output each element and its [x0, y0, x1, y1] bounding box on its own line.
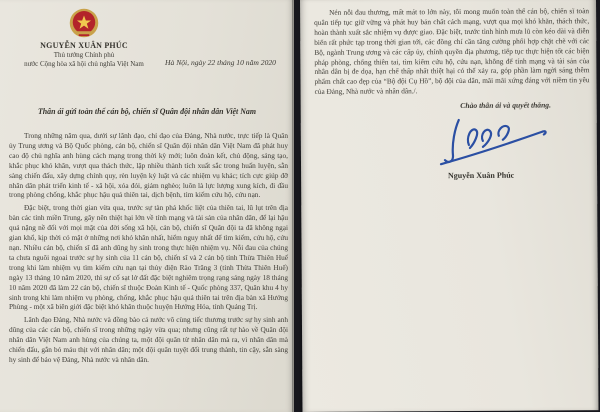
- letter-paragraph: Trong những năm qua, dưới sự lãnh đạo, chỉ đạo của Đảng, Nhà nước, trực tiếp là Quân ủy Trung ương và Bộ Quốc phòng, cán bộ, chiến sĩ Quân đội nhân dân Việt Nam đã phát huy cao độ chủ nghĩa anh hùng cách mạng trong thời kỳ mới; luôn đoàn kết, chủ động, sáng tạo, khắc phục khó khăn, vượt qua thách thức, lập nhiều thành tích xuất sắc trong huấn luyện, sẵn sàng chiến đấu, xây dựng chính quy, rèn luyện kỷ luật và các nhiệm vụ khác; tích cực giúp đỡ nhân dân phát triển kinh tế - xã hội, xóa đói, giảm nghèo; luôn là lực lượng xung kích, đi đầu trong phòng chống, khắc phục hậu quả thiên tai, dịch bệnh, tìm kiếm cứu hộ, cứu nạn.: [9, 131, 288, 200]
- letter-page-1: [0, 0, 294, 412]
- handwritten-signature-icon: [419, 112, 569, 169]
- letter-body-page-2: [314, 6, 590, 100]
- signatory-name: Nguyễn Xuân Phúc: [447, 170, 515, 181]
- closing-salutation: Chào thân ái và quyết thắng.: [460, 100, 552, 111]
- vietnam-national-emblem-icon: [69, 8, 99, 38]
- letter-paragraph: Lãnh đạo Đảng, Nhà nước và đồng bào cả nước vô cùng tiếc thương trước sự hy sinh anh dũng của các cán bộ, chiến sĩ trong những ngày vừa qua; nhưng cũng rất tự hào về Quân đội nhân dân Việt Nam anh hùng của chúng ta, một đội quân từ nhân dân mà ra, vì nhân dân mà chiến đấu, gắn bó máu thịt với nhân dân; một đội quân tuyệt đối trung thành, tin cậy, sẵn sàng hy sinh để bảo vệ Đảng, Nhà nước và nhân dân.: [9, 315, 288, 364]
- letter-body-page-1: [9, 131, 288, 368]
- sender-name: NGUYỄN XUÂN PHÚC: [40, 41, 128, 50]
- dateline: Hà Nội, ngày 22 tháng 10 năm 2020: [165, 58, 276, 67]
- sender-role: Thủ tướng Chính phủ: [53, 51, 115, 59]
- letter-paragraph: Đặc biệt, trong thời gian vừa qua, trước sự tàn phá khốc liệt của thiên tai, lũ lụt trên địa bàn các tỉnh miền Trung, gây nên thiệt hại lớn về tính mạng và tài sản của nhân dân, để lại hậu quả nặng nề đối với mọi mặt của đời sống xã hội, cán bộ, chiến sĩ Quân đội ta đã không ngại gian khổ, kịp thời có mặt ở những nơi khó khăn nhất, hiểm nguy nhất để tìm kiếm, cứu hộ, cứu nạn. Nhiều cán bộ, chiến sĩ đã anh dũng hy sinh trong thực hiện nhiệm vụ. Nỗi đau của chúng ta chưa nguôi ngoai trước sự hy sinh của 11 cán bộ, chiến sĩ và 2 cán bộ tỉnh Thừa Thiên Huế trong khi làm nhiệm vụ tìm kiếm cứu nạn tại thủy điện Rào Trăng 3 (tỉnh Thừa Thiên Huế) ngày 13 tháng 10 năm 2020, thì sự cố sạt lở đất đặc biệt nghiêm trọng rạng sáng ngày 18 tháng 10 năm 2020 đã làm 22 cán bộ, chiến sĩ thuộc Đoàn Kinh tế - Quốc phòng 337, Quân khu 4 hy sinh trong khi làm nhiệm vụ phòng, chống, khắc phục hậu quả thiên tai trên địa bàn xã Hướng Phùng - một xã biên giới đặc biệt khó khăn thuộc huyện Hướng Hóa, tỉnh Quảng Trị.: [9, 203, 288, 312]
- sender-country: nước Cộng hòa xã hội chủ nghĩa Việt Nam: [24, 59, 144, 68]
- letter-title: Thân ái gửi toàn thể cán bộ, chiến sĩ Quân đội nhân dân Việt Nam: [37, 107, 257, 116]
- letter-paragraph: Nén nỗi đau thương, mất mát to lớn này, tôi mong muốn toàn thể cán bộ, chiến sĩ toàn quân tiếp tục giữ vững và phát huy bản chất cách mạng, vượt qua mọi khó khăn, thách thức, hoàn thành xuất sắc nhiệm vụ được giao. Đặc biệt, trước tình hình mưa lũ còn kéo dài và diễn biến rất phức tạp trong thời gian tới, các đồng chí cần tăng cường phối hợp chặt chẽ với các Bộ, ngành Trung ương và các cấp ủy, chính quyền địa phương, tiếp tục thực hiện tốt các biện pháp phòng, chống thiên tai, tìm kiếm cứu hộ, cứu nạn, không để tính mạng và tài sản của nhân dân bị đe dọa, hạn chế thấp nhất thiệt hại có thể xảy ra, góp phần làm ngời sáng thêm phẩm chất cao đẹp của “Bộ đội Cụ Hồ”, bộ đội của dân, mãi mãi xứng đáng với niềm tin yêu của Đảng, Nhà nước và nhân dân./.: [314, 6, 590, 97]
- letter-page-2: [300, 0, 599, 412]
